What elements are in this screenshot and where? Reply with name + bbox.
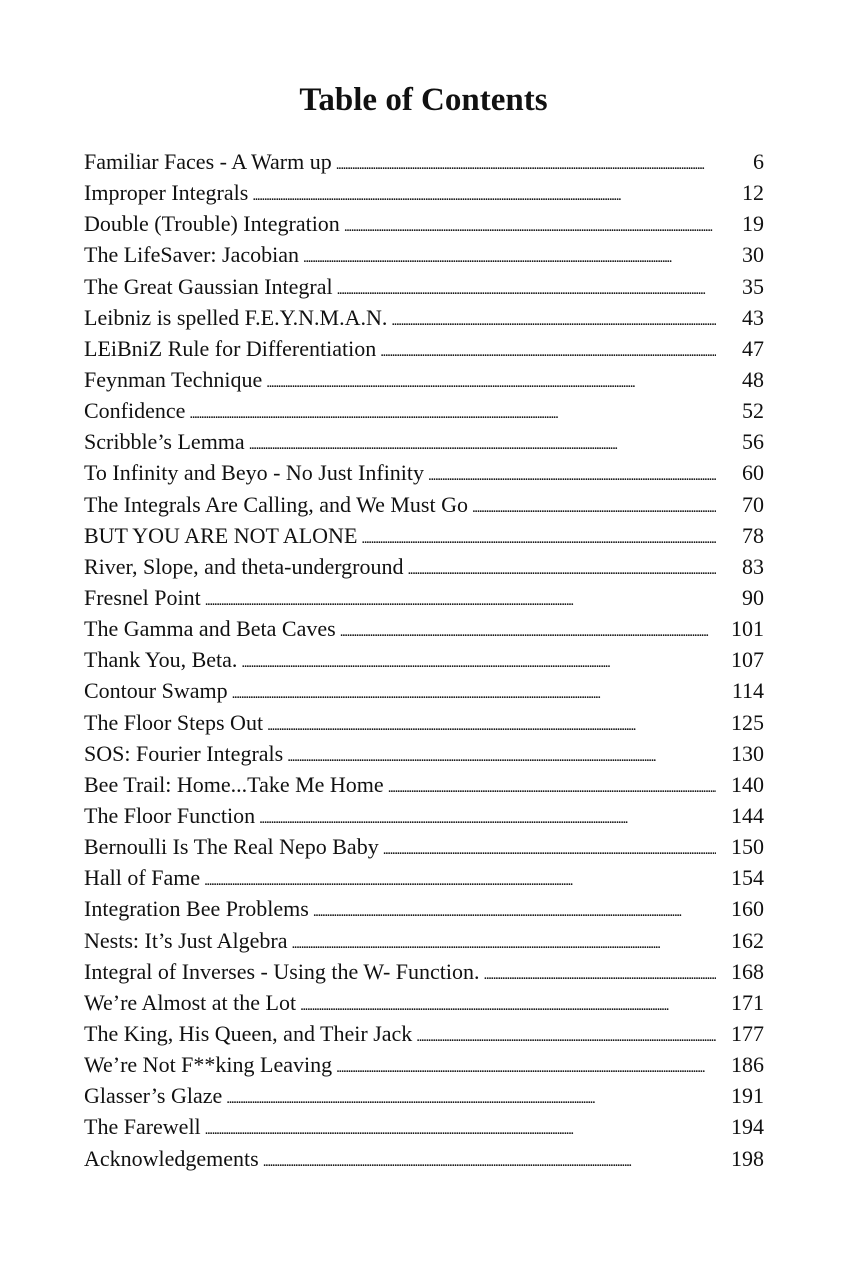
toc-entry-title: To Infinity and Beyo - No Just Infinity xyxy=(84,460,425,486)
toc-entry-title: Bernoulli Is The Real Nepo Baby xyxy=(84,834,379,860)
toc-entry[interactable] xyxy=(84,551,764,582)
toc-entry[interactable] xyxy=(84,271,764,302)
toc-entry-page: 43 xyxy=(742,304,764,330)
toc-entry-page: 186 xyxy=(731,1052,764,1078)
toc-entry-page: 150 xyxy=(731,834,764,860)
toc-entry[interactable] xyxy=(84,177,764,208)
toc-entry[interactable] xyxy=(84,956,764,987)
toc-entry-title: Confidence xyxy=(84,398,186,424)
toc-entry-page: 107 xyxy=(731,647,764,673)
toc-entry-title: Acknowledgements xyxy=(84,1145,259,1171)
dot-leader xyxy=(263,1147,716,1178)
toc-entry[interactable] xyxy=(84,457,764,488)
toc-entry-page: 48 xyxy=(742,366,764,392)
toc-entry-page: 114 xyxy=(731,678,764,704)
toc-entry-page: 56 xyxy=(742,429,764,455)
toc-entry[interactable] xyxy=(84,1111,764,1142)
toc-entry-page: 191 xyxy=(731,1083,764,1109)
toc-entry[interactable] xyxy=(84,707,764,738)
toc-entry-page: 198 xyxy=(731,1145,764,1171)
toc-entry[interactable] xyxy=(84,613,764,644)
toc-entry-title: Nests: It’s Just Algebra xyxy=(84,927,288,953)
dot-leader xyxy=(407,555,716,586)
toc-entry-page: 19 xyxy=(742,211,764,237)
toc-entry-title: Feynman Technique xyxy=(84,366,263,392)
toc-entry-title: Thank You, Beta. xyxy=(84,647,238,673)
toc-entry[interactable] xyxy=(84,644,764,675)
toc-entry-title: Contour Swamp xyxy=(84,678,228,704)
toc-entry-title: BUT YOU ARE NOT ALONE xyxy=(84,522,358,548)
toc-entry-page: 6 xyxy=(753,149,764,174)
toc-entry-title: Bee Trail: Home...Take Me Home xyxy=(84,771,384,797)
toc-entry[interactable] xyxy=(84,1018,764,1049)
dot-leader xyxy=(383,835,716,866)
toc-entry[interactable] xyxy=(84,489,764,520)
toc-entry[interactable] xyxy=(84,302,764,333)
toc-entry[interactable] xyxy=(84,925,764,956)
toc-entry[interactable] xyxy=(84,364,764,395)
dot-leader xyxy=(472,493,716,524)
dot-leader xyxy=(226,1084,716,1115)
dot-leader xyxy=(340,617,716,648)
toc-entry-page: 144 xyxy=(731,802,764,828)
toc-entry-page: 12 xyxy=(742,180,764,206)
toc-entry[interactable] xyxy=(84,520,764,551)
dot-leader xyxy=(344,212,716,243)
toc-entry-page: 125 xyxy=(731,709,764,735)
toc-entry-title: Fresnel Point xyxy=(84,584,201,610)
toc-entry-page: 70 xyxy=(742,491,764,517)
toc-entry-title: The Great Gaussian Integral xyxy=(84,273,333,299)
toc-entry-page: 140 xyxy=(731,771,764,797)
toc-entry[interactable] xyxy=(84,1143,764,1174)
toc-entry-page: 171 xyxy=(731,989,764,1015)
toc-entry-title: Glasser’s Glaze xyxy=(84,1083,223,1109)
toc-entry-page: 30 xyxy=(742,242,764,268)
toc-entry-page: 83 xyxy=(742,553,764,579)
toc-entry[interactable] xyxy=(84,738,764,769)
toc-entry[interactable] xyxy=(84,146,764,177)
toc-entry-title: Integral of Inverses - Using the W- Function. xyxy=(84,958,480,984)
toc-entry-title: The Gamma and Beta Caves xyxy=(84,616,336,642)
toc-entry-title: Familiar Faces - A Warm up xyxy=(84,149,332,174)
toc-entry[interactable] xyxy=(84,208,764,239)
toc-entry-title: River, Slope, and theta-underground xyxy=(84,553,404,579)
dot-leader xyxy=(388,773,716,804)
toc-entry[interactable] xyxy=(84,239,764,270)
toc-entry-page: 154 xyxy=(731,865,764,891)
toc-entry-title: Integration Bee Problems xyxy=(84,896,309,922)
toc-entry[interactable] xyxy=(84,426,764,457)
dot-leader xyxy=(266,368,716,399)
dot-leader xyxy=(336,1053,716,1084)
dot-leader xyxy=(391,306,716,337)
toc-entry-page: 168 xyxy=(731,958,764,984)
toc-entry-title: We’re Not F**king Leaving xyxy=(84,1052,333,1078)
dot-leader xyxy=(380,337,716,368)
toc-entry-page: 160 xyxy=(731,896,764,922)
toc-entry-title: Scribble’s Lemma xyxy=(84,429,245,455)
toc-entry-title: The Floor Steps Out xyxy=(84,709,264,735)
toc-entry-title: SOS: Fourier Integrals xyxy=(84,740,284,766)
dot-leader xyxy=(484,960,716,991)
dot-leader xyxy=(313,897,716,928)
toc-entry-title: Improper Integrals xyxy=(84,180,249,206)
dot-leader xyxy=(361,524,716,555)
toc-entry-page: 101 xyxy=(731,616,764,642)
dot-leader xyxy=(336,150,716,181)
toc-entry[interactable] xyxy=(84,675,764,706)
toc-entry-title: Hall of Fame xyxy=(84,865,201,891)
toc-entry[interactable] xyxy=(84,862,764,893)
dot-leader xyxy=(241,648,716,679)
toc-entry[interactable] xyxy=(84,582,764,613)
toc-entry-page: 177 xyxy=(731,1020,764,1046)
page-title: Table of Contents xyxy=(299,82,548,118)
toc-entry-page: 130 xyxy=(731,740,764,766)
toc-entry-page: 162 xyxy=(731,927,764,953)
dot-leader xyxy=(416,1022,716,1053)
toc-entry[interactable] xyxy=(84,333,764,364)
toc-entry-title: The Farewell xyxy=(84,1114,201,1140)
toc-entry[interactable] xyxy=(84,1080,764,1111)
toc-entry-page: 52 xyxy=(742,398,764,424)
toc-entry-title: The LifeSaver: Jacobian xyxy=(84,242,300,268)
toc-entry-title: The King, His Queen, and Their Jack xyxy=(84,1020,413,1046)
dot-leader xyxy=(267,711,716,742)
toc-entry-title: The Floor Function xyxy=(84,802,256,828)
dot-leader xyxy=(189,399,716,430)
toc-entry[interactable] xyxy=(84,395,764,426)
toc-entry[interactable] xyxy=(84,800,764,831)
toc-entry-page: 78 xyxy=(742,522,764,548)
toc-entry-page: 47 xyxy=(742,335,764,361)
toc-entry-title: LEiBniZ Rule for Differentiation xyxy=(84,335,377,361)
table-of-contents xyxy=(84,146,764,1174)
toc-entry-title: Leibniz is spelled F.E.Y.N.M.A.N. xyxy=(84,304,388,330)
dot-leader xyxy=(205,1115,716,1146)
toc-entry-title: The Integrals Are Calling, and We Must Go xyxy=(84,491,468,517)
toc-entry-page: 90 xyxy=(742,584,764,610)
dot-leader xyxy=(303,243,716,274)
dot-leader xyxy=(337,275,716,306)
toc-entry-title: We’re Almost at the Lot xyxy=(84,989,297,1015)
toc-entry[interactable] xyxy=(84,769,764,800)
toc-entry[interactable] xyxy=(84,1049,764,1080)
toc-entry-title: Double (Trouble) Integration xyxy=(84,211,340,237)
toc-entry[interactable] xyxy=(84,893,764,924)
toc-entry-page: 35 xyxy=(742,273,764,299)
toc-entry[interactable] xyxy=(84,987,764,1018)
toc-entry-page: 194 xyxy=(731,1114,764,1140)
toc-entry[interactable] xyxy=(84,831,764,862)
dot-leader xyxy=(232,679,716,710)
toc-entry-page: 60 xyxy=(742,460,764,486)
